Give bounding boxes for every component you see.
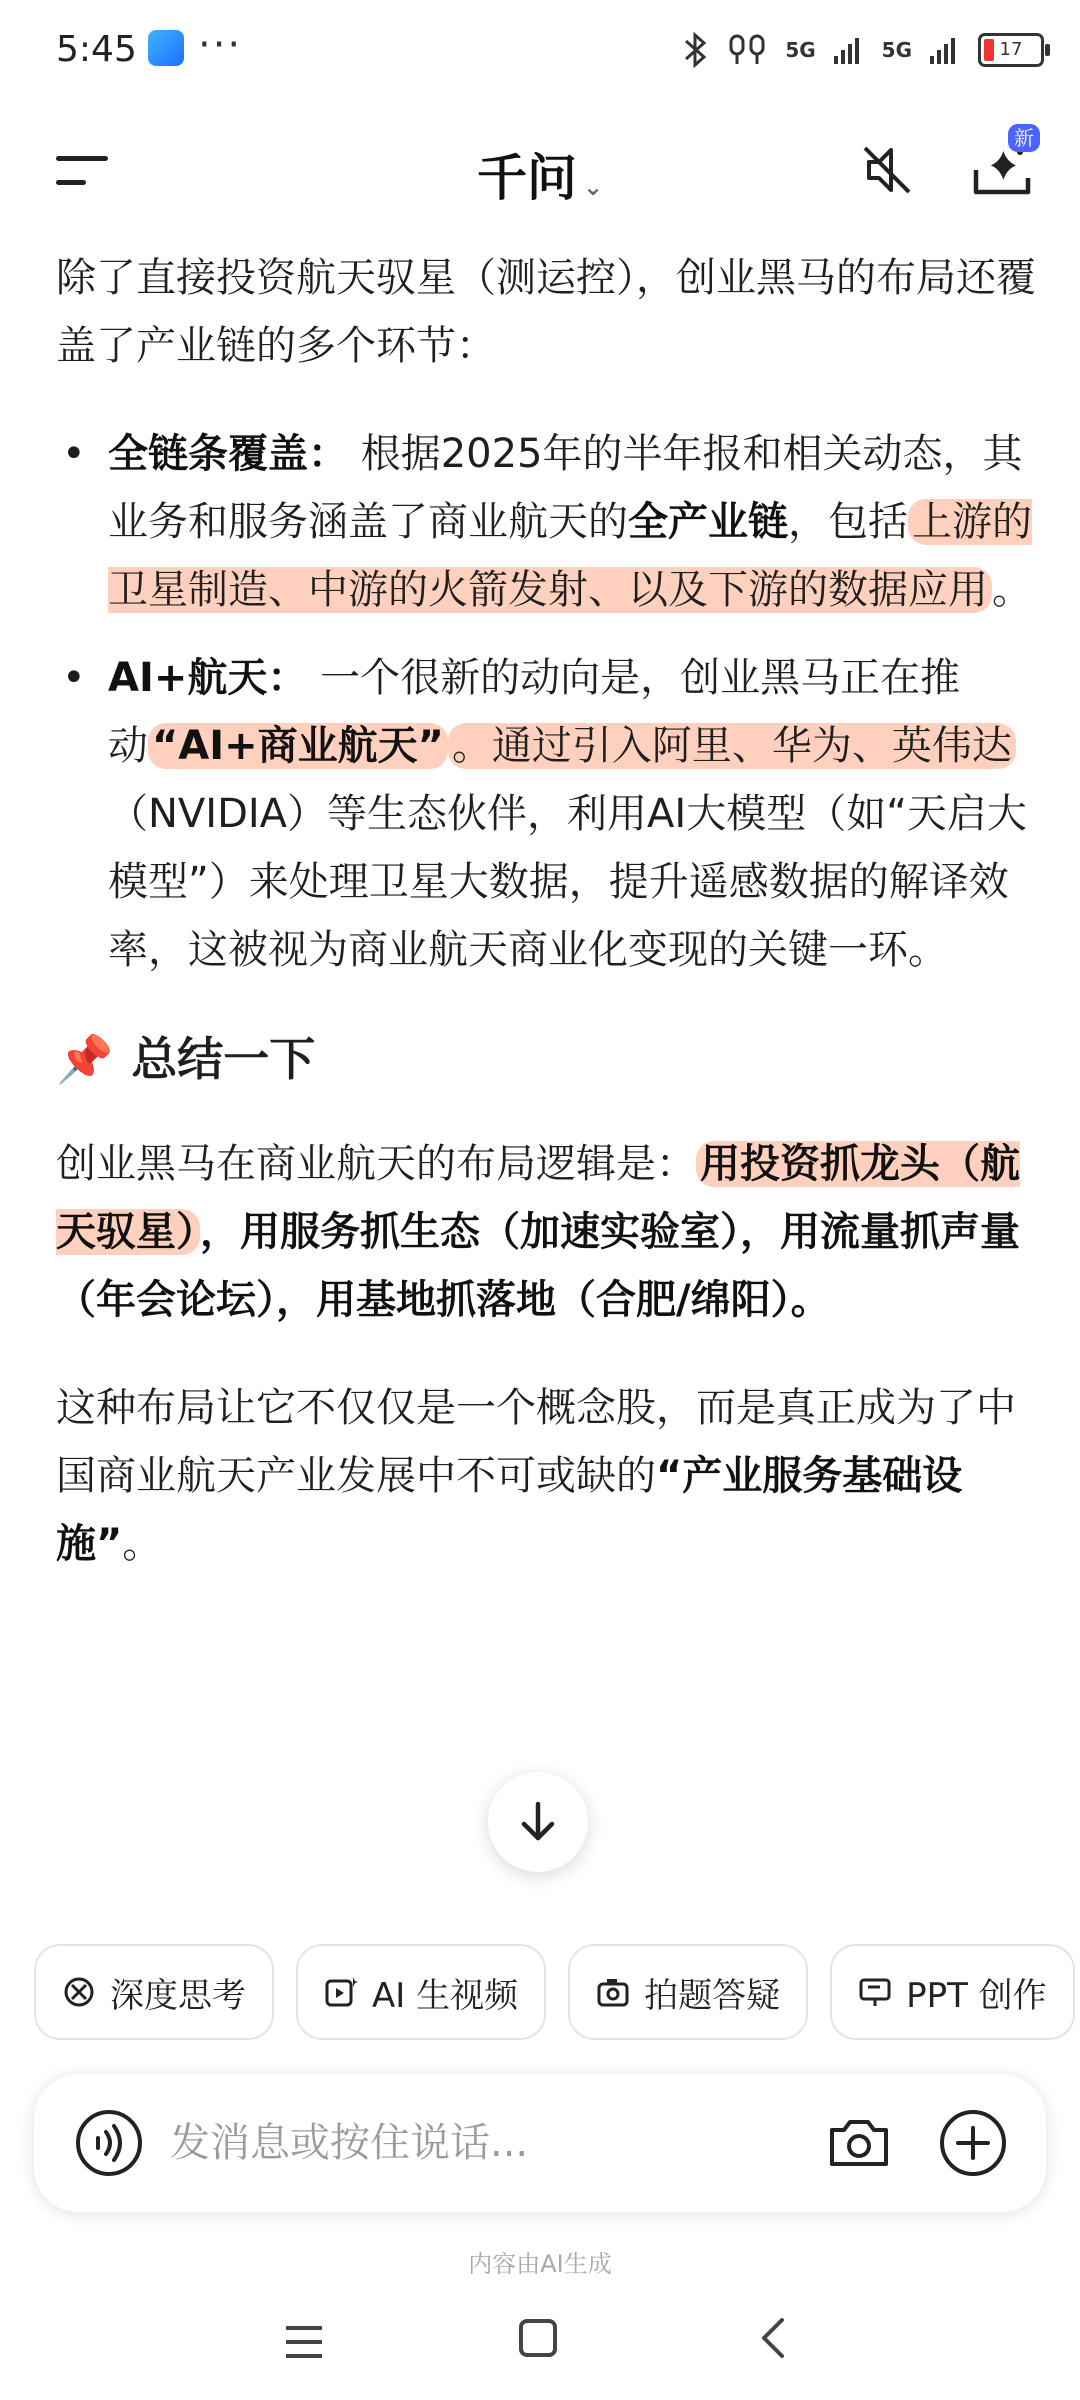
summary-paragraph: [56, 1130, 1036, 1334]
camera-icon[interactable]: [826, 2110, 892, 2176]
chip-label: 拍题答疑: [644, 1975, 781, 2016]
chip-label: AI 生视频: [372, 1975, 519, 2016]
app-title-text: 千问: [476, 149, 577, 207]
nav-recents-icon[interactable]: [282, 2322, 326, 2362]
bullet-text: 一个很新的动向是，创业黑马正在推动: [108, 655, 961, 769]
bullet-text: ，包括: [788, 499, 908, 545]
signal-5g-1: 5G: [785, 38, 816, 62]
add-icon[interactable]: [938, 2108, 1008, 2178]
closing-bold: “产业服务基础设施”: [56, 1453, 963, 1567]
highlighted-text: 上游的卫星制造、中游的火箭发射、以及下游的数据应用: [108, 499, 1032, 613]
photo-question-icon: [596, 1975, 630, 2009]
closing-text: 这种布局让它不仅仅是一个概念股，而是真正成为了中国商业航天产业发展中不可或缺的: [56, 1385, 1016, 1499]
closing-text-end: 。: [122, 1521, 163, 1567]
summary-highlight: 用投资抓龙头（航天驭星）: [56, 1141, 1020, 1255]
bullet-text: 。: [992, 567, 1032, 613]
section-title: 总结一下: [131, 1032, 316, 1086]
bullet-text: 根据2025年的半年报和相关动态，其业务和服务涵盖了商业航天的: [108, 431, 1023, 545]
ai-video-icon: [324, 1975, 358, 2009]
pushpin-icon: 📌: [56, 1032, 114, 1086]
nav-back-icon[interactable]: [758, 2316, 788, 2360]
summary-bold: ，用服务抓生态（加速实验室），用流量抓声量（年会论坛），用基地抓落地（合肥/绵阳）。: [56, 1209, 1020, 1323]
list-item: [56, 420, 1036, 624]
chip-label: 深度思考: [110, 1975, 246, 2016]
bullet-label: 全链条覆盖：: [108, 431, 348, 477]
summary-prefix: 创业黑马在商业航天的布局逻辑是：: [56, 1141, 696, 1187]
more-notifications-icon: ···: [198, 22, 243, 68]
deep-think-icon: [62, 1975, 96, 2009]
ai-video-button[interactable]: [296, 1944, 546, 2040]
voice-icon[interactable]: [74, 2108, 144, 2178]
new-badge: 新: [1008, 124, 1040, 152]
deep-think-button[interactable]: [34, 1944, 274, 2040]
chevron-down-icon: ⌄: [582, 173, 604, 201]
signal-bars-icon: [834, 36, 864, 64]
signal-bars-icon: [930, 36, 960, 64]
message-input[interactable]: 发消息或按住说话...: [170, 2120, 529, 2166]
highlighted-text: 。通过引入阿里、华为、英伟达: [448, 723, 1016, 769]
intro-paragraph: 除了直接投资航天驭星（测运控），创业黑马的布局还覆盖了产业链的多个环节：: [56, 255, 1036, 369]
bullet-text: （NVIDIA）等生态伙伴，利用AI大模型（如“天启大模型”）来处理卫星大数据，提升遥感数据的解译效率，这被视为商业航天商业化变现的关键一环。: [108, 791, 1027, 973]
bullet-label: AI+航天：: [108, 655, 308, 701]
bluetooth-icon: [683, 32, 709, 68]
ppt-button[interactable]: [830, 1944, 1075, 2040]
system-icons: [683, 26, 1044, 74]
ai-generated-note: 内容由AI生成: [468, 2250, 612, 2278]
tool-chips: [34, 1944, 1075, 2036]
earbuds-icon: [727, 32, 767, 68]
highlighted-bold: “AI+商业航天”: [148, 723, 448, 769]
arrow-down-icon: [518, 1800, 558, 1844]
ppt-icon: [858, 1975, 892, 2009]
closing-paragraph: [56, 1374, 1036, 1578]
status-bar: [0, 0, 1080, 100]
status-time: 5:45: [56, 29, 137, 70]
scroll-down-button[interactable]: [488, 1772, 588, 1872]
photo-question-button[interactable]: [568, 1944, 808, 2040]
chip-label: PPT 创作: [906, 1975, 1047, 2016]
chat-response: [56, 244, 1036, 1618]
signal-5g-2: 5G: [881, 38, 912, 62]
bullet-list: [56, 420, 1036, 984]
bullet-bold: 全产业链: [628, 499, 788, 545]
battery-level: 17: [999, 39, 1023, 60]
section-heading: [56, 1024, 1036, 1094]
app-notification-icon: [148, 30, 184, 66]
list-item: [56, 644, 1036, 984]
battery-icon: [978, 33, 1044, 67]
nav-home-icon[interactable]: [518, 2318, 558, 2358]
mute-icon[interactable]: [855, 138, 919, 202]
message-input-bar: [34, 2074, 1046, 2212]
